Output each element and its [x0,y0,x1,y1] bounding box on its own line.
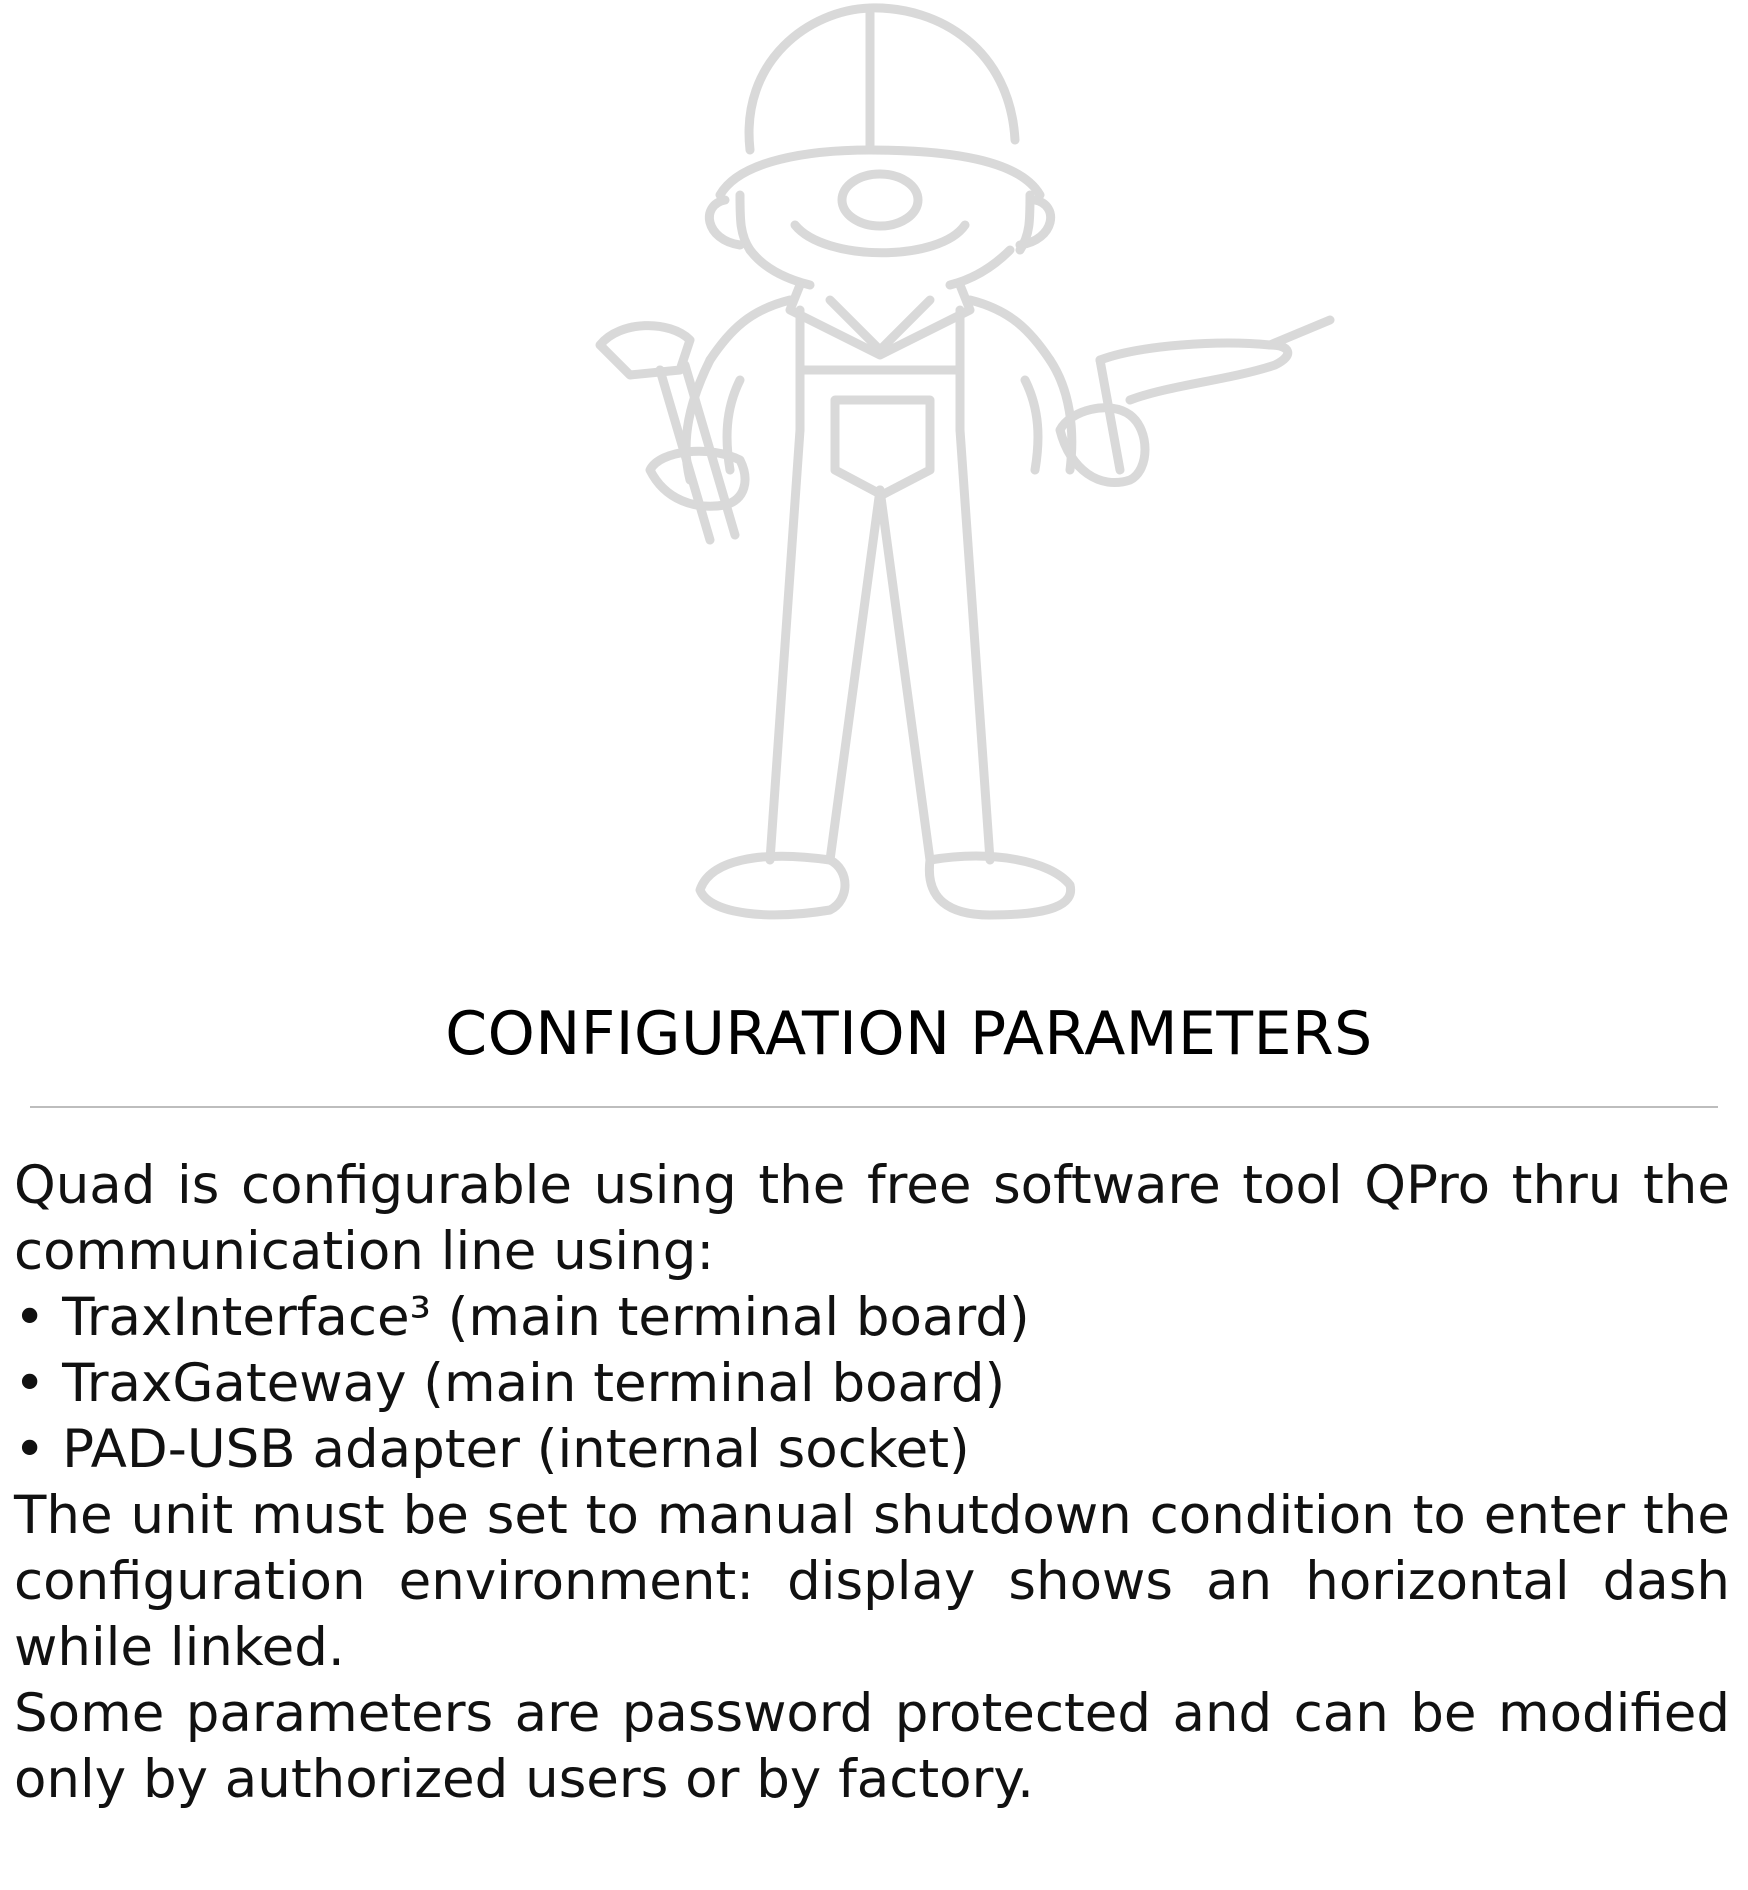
page-title: CONFIGURATION PARAMETERS [445,999,1373,1069]
worker-illustration [270,0,1550,965]
intro-paragraph: Quad is configurable using the free software tool QPro thru the communication line using: [14,1155,1730,1282]
list-item: • TraxInterface³ (main terminal board) [14,1285,1730,1351]
list-item: • TraxGateway (main terminal board) [14,1351,1730,1417]
body-text [14,1153,1730,1813]
title-divider [30,1106,1718,1108]
worker-with-hammer-and-drill-icon [270,0,1550,965]
password-paragraph: Some parameters are password protected and can be modified only by authorized users or by factory. [14,1683,1730,1810]
list-item: • PAD-USB adapter (internal socket) [14,1417,1730,1483]
shutdown-paragraph: The unit must be set to manual shutdown condition to enter the configuration environment: display shows an horizontal dash while linked. [14,1485,1730,1678]
